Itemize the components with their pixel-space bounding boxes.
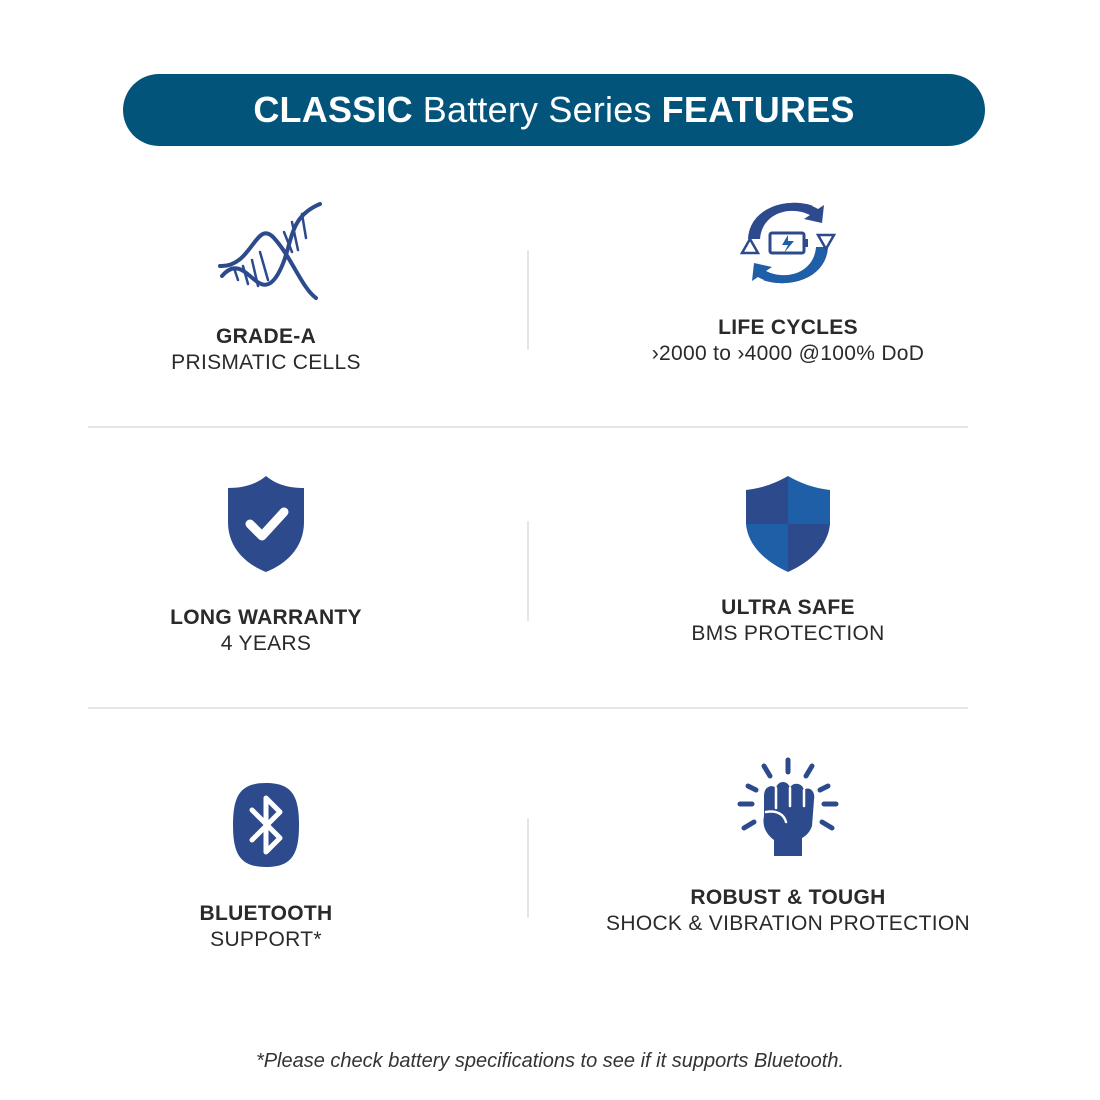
feature-title: BLUETOOTH — [199, 902, 333, 925]
column-divider — [527, 521, 529, 621]
feature-long-warranty — [56, 606, 476, 656]
dna-icon — [216, 198, 328, 313]
feature-title: ULTRA SAFE — [721, 596, 855, 619]
feature-subtitle: SHOCK & VIBRATION PROTECTION — [606, 912, 970, 935]
header-banner — [123, 74, 985, 146]
raised-fist-icon — [736, 756, 840, 865]
column-divider — [527, 818, 529, 918]
banner-bold-left: CLASSIC — [253, 89, 413, 130]
feature-life-cycles — [578, 316, 998, 366]
feature-title: LONG WARRANTY — [170, 606, 362, 629]
feature-subtitle: ›2000 to ›4000 @100% DoD — [651, 342, 925, 365]
row-divider — [88, 426, 968, 428]
banner-bold-right: FEATURES — [661, 89, 855, 130]
feature-ultra-safe — [578, 596, 998, 646]
feature-title: GRADE-A — [215, 325, 317, 348]
feature-grade-a — [56, 325, 476, 375]
banner-middle: Battery Series — [422, 89, 652, 130]
feature-subtitle: PRISMATIC CELLS — [171, 351, 361, 374]
shield-check-icon — [226, 474, 306, 579]
feature-robust-tough — [578, 886, 998, 936]
battery-cycle-icon — [738, 195, 838, 296]
feature-subtitle: SUPPORT* — [210, 928, 322, 951]
feature-title: ROBUST & TOUGH — [690, 886, 886, 909]
bluetooth-icon — [232, 782, 300, 873]
feature-title: LIFE CYCLES — [718, 316, 858, 339]
shield-quartered-icon — [744, 474, 832, 579]
feature-subtitle: BMS PROTECTION — [691, 622, 885, 645]
column-divider — [527, 250, 529, 350]
row-divider — [88, 707, 968, 709]
footnote: *Please check battery specifications to see if it supports Bluetooth. — [255, 1050, 845, 1072]
feature-subtitle: 4 YEARS — [220, 632, 312, 655]
feature-bluetooth — [56, 902, 476, 952]
